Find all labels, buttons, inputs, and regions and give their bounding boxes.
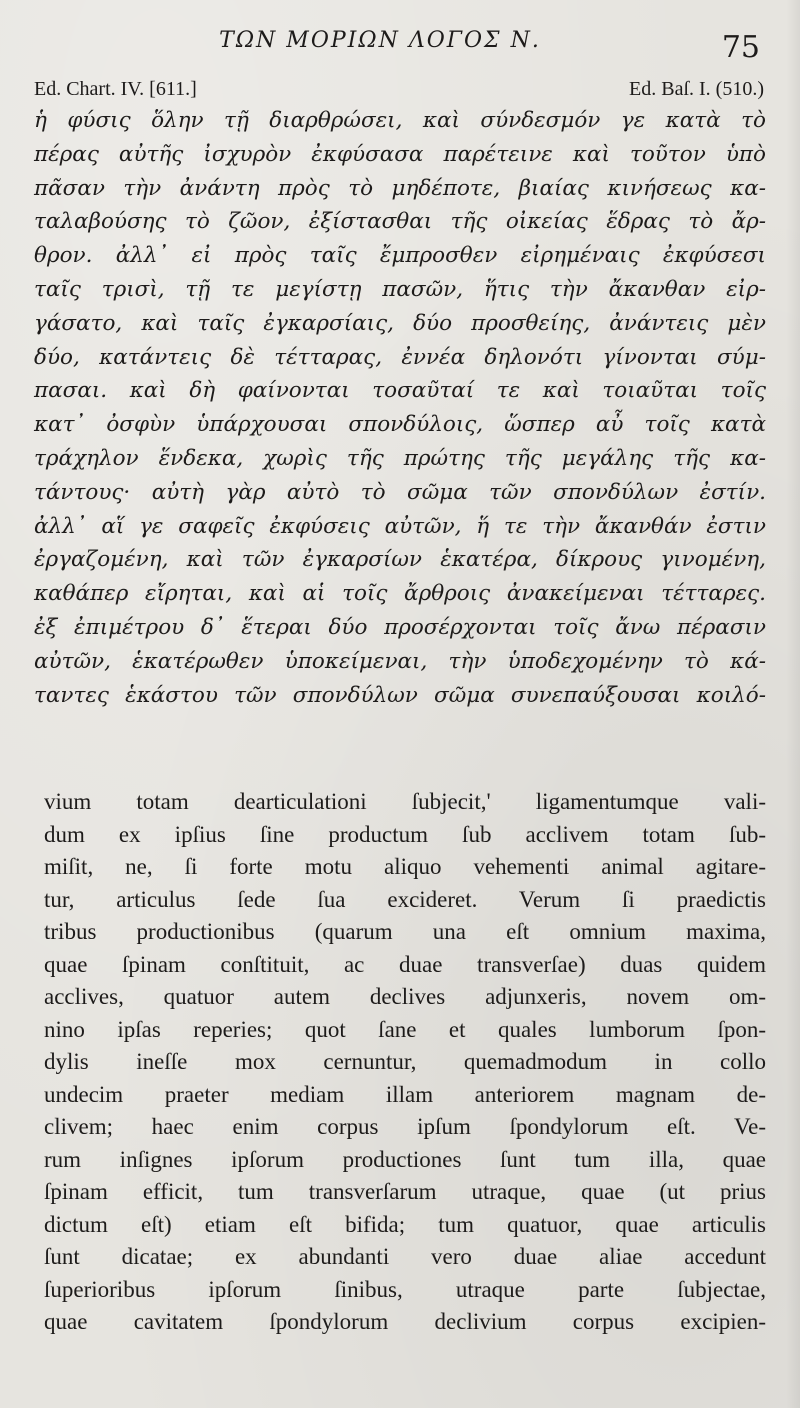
latin-line: tur, articulus ſede ſua excideret. Verum ſi praedictis (44, 886, 766, 912)
latin-line: undecim praeter mediam illam anteriorem magnam de- (44, 1081, 766, 1107)
greek-line: αὐτῶν, ἑκατέρωθεν ὑποκείμεναι, τὴν ὑποδεχομένην τὸ κά- (34, 648, 766, 674)
greek-line: ἐργαζομένη, καὶ τῶν ἐγκαρσίων ἑκατέρα, δίκρους γινομένη, (34, 547, 766, 573)
greek-line: δύο, κατάντεις δὲ τέτταρας, ἐννέα δηλονότι γίνονται σύμ- (34, 344, 766, 370)
greek-line: γάσατο, καὶ ταῖς ἐγκαρσίαις, δύο προσθείης, ἀνάντεις μὲν (34, 310, 766, 336)
edition-reference-left: Ed. Chart. IV. [611.] (34, 78, 197, 100)
latin-line: tribus productionibus (quarum una eſt omnium maxima, (44, 919, 766, 944)
latin-line: acclives, quatuor autem declives adjunxeris, novem om- (44, 984, 766, 1009)
latin-text-block (44, 786, 766, 1339)
greek-line: ἡ φύσις ὅλην τῇ διαρθρώσει, καὶ σύνδεσμόν γε κατὰ τὸ (34, 108, 766, 133)
greek-line: ἐξ ἐπιμέτρου δ᾽ ἕτεραι δύο προσέρχονται τοῖς ἄνω πέρασιν (34, 614, 766, 640)
greek-line: τράχηλον ἕνδεκα, χωρὶς τῆς πρώτης τῆς μεγάλης τῆς κα- (34, 445, 766, 471)
greek-line: ταῖς τρισὶ, τῇ τε μεγίστῃ πασῶν, ἥτις τὴν ἄκανθαν εἰρ- (34, 276, 766, 302)
page-number: 75 (721, 30, 760, 65)
greek-line: πᾶσαν τὴν ἀνάντη πρὸς τὸ μηδέποτε, βιαίας κινήσεως κα- (34, 175, 766, 201)
greek-line: ταντες ἑκάστου τῶν σπονδύλων σῶμα συνεπαύξουσαι κοιλό- (34, 682, 766, 708)
greek-line: τάντους· αὐτὴ γὰρ αὐτὸ τὸ σῶμα τῶν σπονδύλων ἐστίν. (34, 479, 766, 505)
latin-line: dylis ineſſe mox cernuntur, quemadmodum in collo (44, 1049, 766, 1074)
greek-line: θρον. ἀλλ᾽ εἰ πρὸς ταῖς ἔμπροσθεν εἰρημέναις ἐκφύσεσι (34, 243, 766, 269)
greek-line: κατ᾽ ὀσφὺν ὑπάρχουσαι σπονδύλοις, ὥσπερ αὖ τοῖς κατὰ (34, 412, 766, 438)
latin-line: dum ex ipſius ſine productum ſub acclivem totam ſub- (44, 821, 766, 847)
latin-line: rum inſignes ipſorum productiones ſunt tum illa, quae (44, 1146, 766, 1172)
latin-line: miſit, ne, ſi forte motu aliquo vehementi animal agitare- (44, 854, 766, 879)
latin-line: dictum eſt) etiam eſt bifida; tum quatuor, quae articulis (44, 1211, 766, 1237)
running-head: ΤΩΝ ΜΟΡΙΩΝ ΛΟΓΟΣ Ν. (219, 28, 541, 53)
latin-line: quae ſpinam conſtituit, ac duae transverſae) duas quidem (44, 951, 766, 977)
latin-line: ſunt dicatae; ex abundanti vero duae aliae accedunt (44, 1244, 766, 1269)
latin-line: clivem; haec enim corpus ipſum ſpondylorum eſt. Ve- (44, 1114, 766, 1139)
latin-line: ſuperioribus ipſorum ſinibus, utraque parte ſubjectae, (44, 1276, 766, 1302)
latin-line: vium totam dearticulationi ſubjecit,' ligamentumque vali- (44, 789, 766, 814)
greek-line: καθάπερ εἴρηται, καὶ αἱ τοῖς ἄρθροις ἀνακείμεναι τέτταρες. (34, 581, 766, 607)
greek-line: ἀλλ᾽ αἵ γε σαφεῖς ἐκφύσεις αὐτῶν, ἥ τε τὴν ἄκανθάν ἐστιν (34, 513, 766, 539)
greek-text-block (34, 104, 766, 712)
page-edge-shadow (786, 0, 800, 1408)
greek-line: πέρας αὐτῆς ἰσχυρὸν ἐκφύσασα παρέτεινε καὶ τοῦτον ὑπὸ (34, 141, 766, 167)
latin-line: quae cavitatem ſpondylorum declivium corpus excipien- (44, 1309, 766, 1334)
latin-line: ſpinam efficit, tum transverſarum utraque, quae (ut prius (44, 1179, 766, 1204)
greek-line: πασαι. καὶ δὴ φαίνονται τοσαῦταί τε καὶ τοιαῦται τοῖς (34, 378, 766, 404)
edition-reference-right: Ed. Baſ. I. (510.) (629, 78, 764, 100)
latin-line: nino ipſas reperies; quot ſane et quales lumborum ſpon- (44, 1016, 766, 1042)
greek-line: ταλαβούσης τὸ ζῶον, ἐξίστασθαι τῆς οἰκείας ἕδρας τὸ ἄρ- (34, 209, 766, 235)
